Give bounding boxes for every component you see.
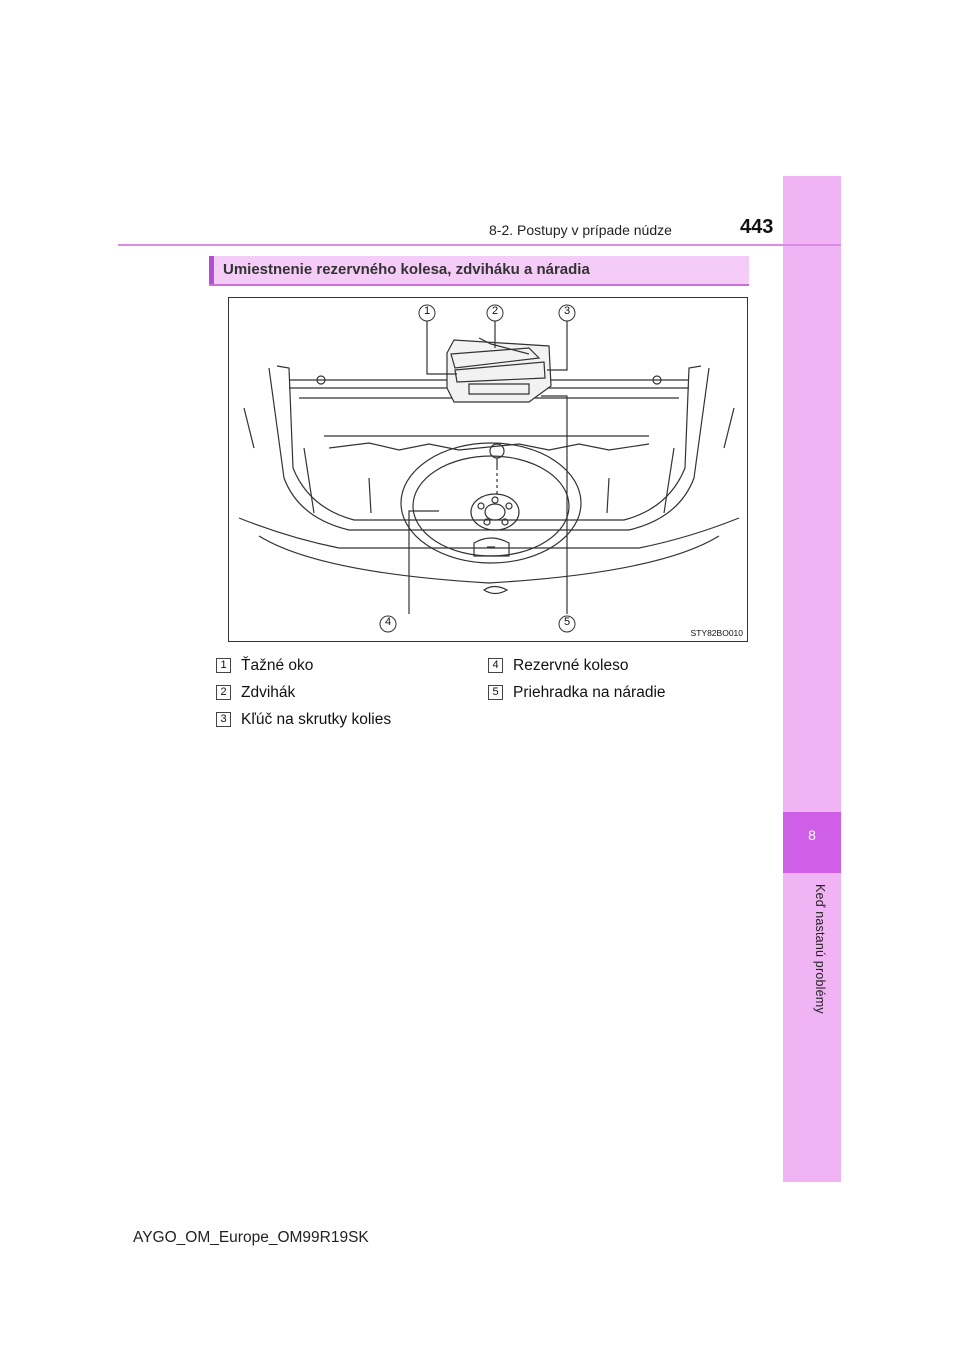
legend-text: Priehradka na náradie (513, 684, 666, 701)
section-heading-bar (209, 256, 749, 286)
legend-badge: 4 (488, 658, 503, 673)
section-bar-accent (209, 256, 214, 284)
figure-code: STY82BO010 (690, 628, 743, 638)
callout-4: 4 (384, 616, 392, 628)
legend-badge: 2 (216, 685, 231, 700)
chapter-number: 8 (808, 827, 816, 843)
section-title: Umiestnenie rezervného kolesa, zdviháku a náradia (223, 261, 590, 278)
page-number: 443 (740, 216, 774, 238)
trunk-drawing (229, 298, 749, 643)
legend-badge: 5 (488, 685, 503, 700)
legend-text: Ťažné oko (241, 657, 314, 674)
chapter-title: Keď nastanú problémy (813, 884, 827, 1014)
header-rule (118, 244, 841, 246)
legend-badge: 3 (216, 712, 231, 727)
document-id: AYGO_OM_Europe_OM99R19SK (133, 1229, 369, 1246)
section-path: 8-2. Postupy v prípade núdze (489, 222, 672, 238)
callout-3: 3 (563, 305, 571, 317)
callout-2: 2 (491, 305, 499, 317)
callout-5: 5 (563, 616, 571, 628)
legend-text: Kľúč na skrutky kolies (241, 711, 392, 728)
legend-text: Rezervné koleso (513, 657, 629, 674)
trunk-illustration (228, 297, 748, 642)
legend-badge: 1 (216, 658, 231, 673)
legend-text: Zdvihák (241, 684, 296, 701)
callout-1: 1 (423, 305, 431, 317)
